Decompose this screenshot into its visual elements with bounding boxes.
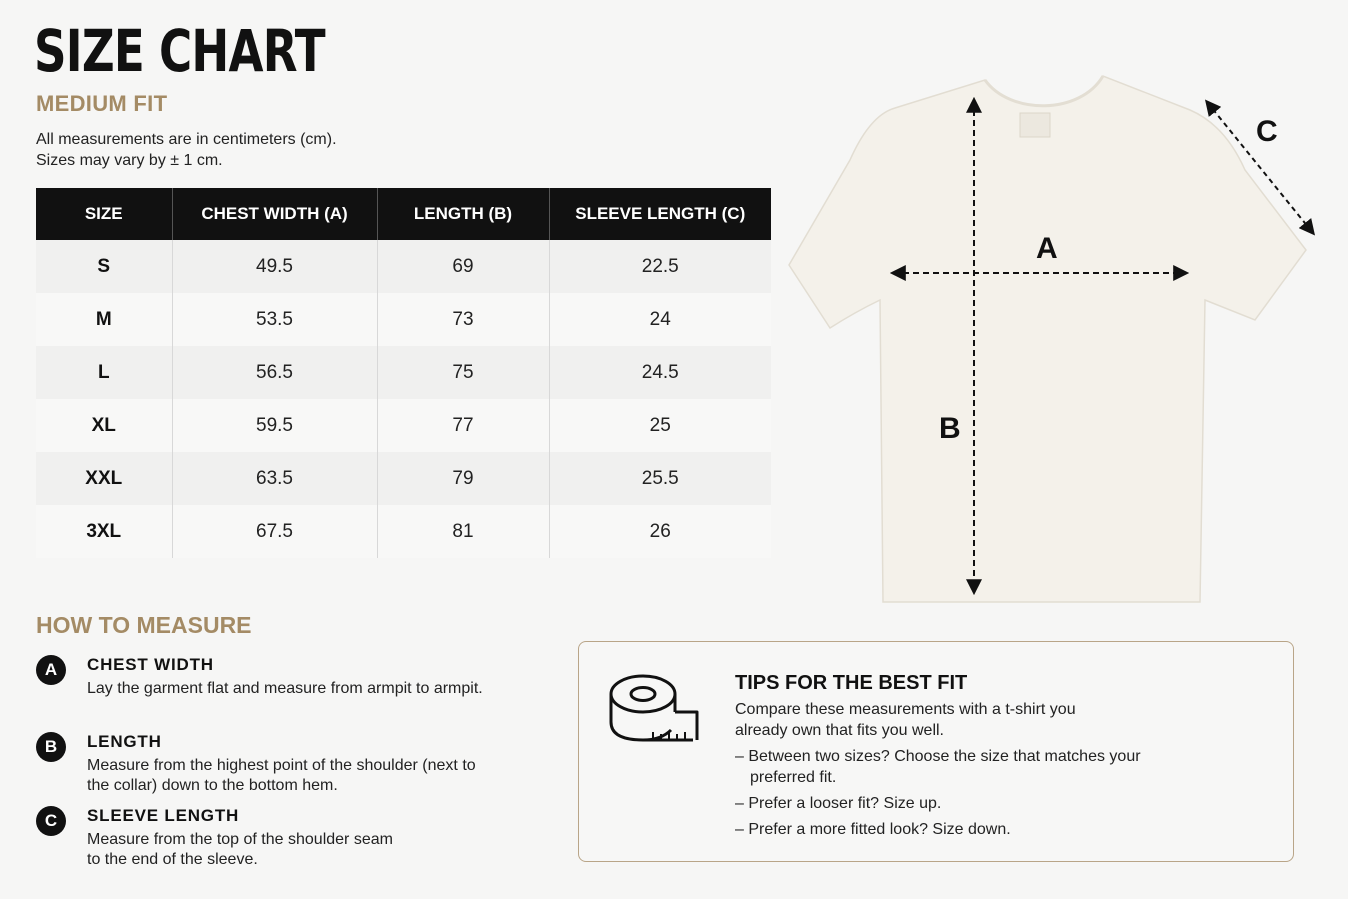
table-row bbox=[36, 346, 771, 399]
chest-cell: 49.5 bbox=[172, 240, 377, 293]
sleeve-cell: 26 bbox=[549, 505, 771, 558]
variance-note: Sizes may vary by ± 1 cm. bbox=[36, 152, 223, 169]
tip-item: – Prefer a more fitted look? Size down. bbox=[735, 819, 1165, 840]
sleeve-cell: 24 bbox=[549, 293, 771, 346]
fit-subtitle: MEDIUM FIT bbox=[36, 91, 168, 116]
tips-intro: Compare these measurements with a t-shirt you already own that fits you well. bbox=[735, 701, 1076, 739]
header-length: LENGTH (B) bbox=[377, 188, 549, 240]
measure-heading: SLEEVE LENGTH bbox=[87, 806, 240, 825]
size-cell: XXL bbox=[36, 452, 172, 505]
table-row bbox=[36, 240, 771, 293]
sleeve-cell: 25 bbox=[549, 399, 771, 452]
table-row bbox=[36, 293, 771, 346]
tip-item: – Prefer a looser fit? Size up. bbox=[735, 793, 1165, 814]
sleeve-cell: 22.5 bbox=[549, 240, 771, 293]
table-row bbox=[36, 452, 771, 505]
chest-cell: 59.5 bbox=[172, 399, 377, 452]
tips-box bbox=[578, 641, 1294, 862]
measure-heading: CHEST WIDTH bbox=[87, 655, 214, 674]
chest-cell: 53.5 bbox=[172, 293, 377, 346]
table-row bbox=[36, 505, 771, 558]
length-cell: 77 bbox=[377, 399, 549, 452]
length-cell: 73 bbox=[377, 293, 549, 346]
measure-description: Lay the garment flat and measure from armpit to armpit. bbox=[87, 680, 483, 697]
length-cell: 79 bbox=[377, 452, 549, 505]
tip-item: – Between two sizes? Choose the size that matches your preferred fit. bbox=[735, 746, 1155, 788]
badge-b: B bbox=[36, 732, 66, 762]
tshirt-shape bbox=[789, 76, 1306, 602]
size-cell: L bbox=[36, 346, 172, 399]
header-sleeve-length: SLEEVE LENGTH (C) bbox=[549, 188, 771, 240]
chest-cell: 67.5 bbox=[172, 505, 377, 558]
measure-heading: LENGTH bbox=[87, 732, 162, 751]
badge-a: A bbox=[36, 655, 66, 685]
size-cell: S bbox=[36, 240, 172, 293]
sleeve-cell: 25.5 bbox=[549, 452, 771, 505]
measure-description: Measure from the highest point of the shoulder (next to the collar) down to the bottom hem. bbox=[87, 757, 476, 794]
header-chest-width: CHEST WIDTH (A) bbox=[172, 188, 377, 240]
length-cell: 69 bbox=[377, 240, 549, 293]
size-cell: 3XL bbox=[36, 505, 172, 558]
tape-measure-icon bbox=[609, 672, 701, 748]
length-cell: 75 bbox=[377, 346, 549, 399]
table-header-row bbox=[36, 188, 771, 240]
sleeve-cell: 24.5 bbox=[549, 346, 771, 399]
size-cell: XL bbox=[36, 399, 172, 452]
size-cell: M bbox=[36, 293, 172, 346]
tshirt-diagram bbox=[780, 60, 1320, 620]
how-to-measure-title: HOW TO MEASURE bbox=[36, 612, 252, 638]
chest-cell: 63.5 bbox=[172, 452, 377, 505]
label-a: A bbox=[1036, 232, 1058, 265]
badge-c: C bbox=[36, 806, 66, 836]
measure-description: Measure from the top of the shoulder seam to the end of the sleeve. bbox=[87, 831, 393, 868]
label-b: B bbox=[939, 412, 961, 445]
tips-list bbox=[735, 746, 1165, 845]
table-row bbox=[36, 399, 771, 452]
size-table bbox=[36, 188, 771, 558]
tips-title: TIPS FOR THE BEST FIT bbox=[735, 672, 968, 694]
length-cell: 81 bbox=[377, 505, 549, 558]
chest-cell: 56.5 bbox=[172, 346, 377, 399]
units-note: All measurements are in centimeters (cm). bbox=[36, 131, 337, 148]
label-c: C bbox=[1256, 115, 1278, 148]
page-title: SIZE CHART bbox=[34, 17, 325, 85]
header-size: SIZE bbox=[36, 188, 172, 240]
